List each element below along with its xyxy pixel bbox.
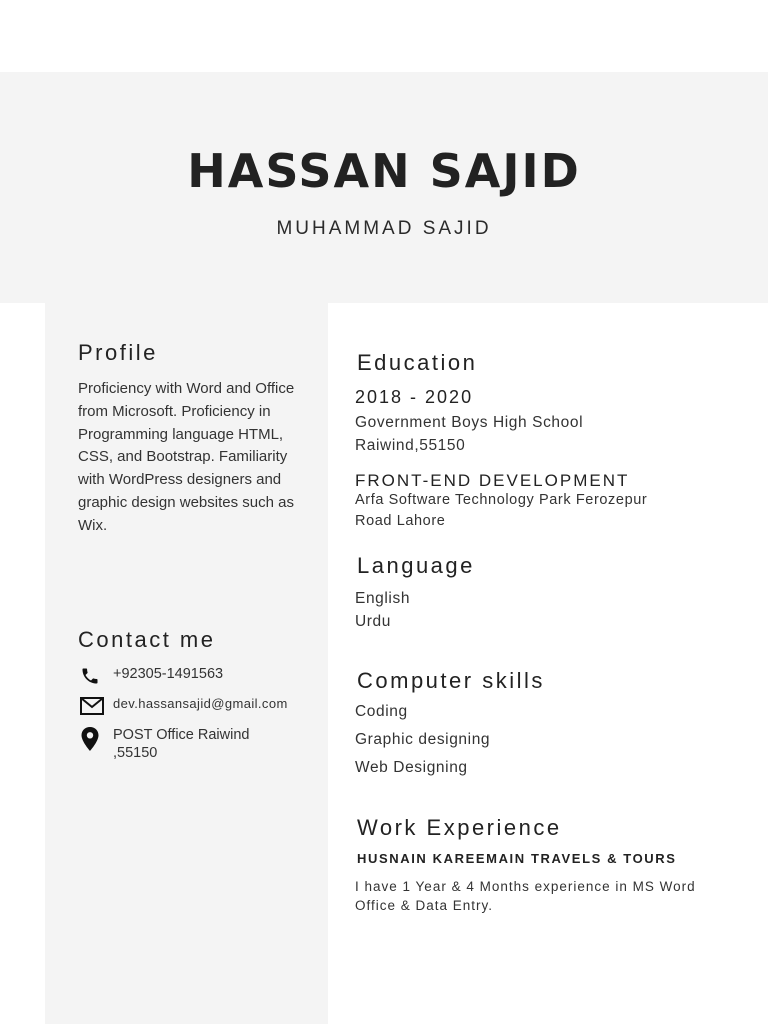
phone-icon [80, 665, 106, 687]
contact-title: Contact me [78, 627, 216, 652]
envelope-icon [80, 695, 106, 717]
course-title: FRONT-END DEVELOPMENT [355, 471, 630, 490]
profile-title: Profile [78, 340, 158, 365]
course-place-line-1: Arfa Software Technology Park Ferozepur [355, 492, 648, 508]
skills-title: Computer skills [357, 668, 545, 693]
contact-email-row [80, 695, 288, 717]
contact-address-row [80, 726, 249, 762]
contact-address [113, 726, 249, 762]
skill-item: Graphic designing [355, 731, 491, 748]
work-description: I have 1 Year & 4 Months experience in MS Word Office & Data Entry. [355, 879, 696, 913]
work-title: Work Experience [357, 815, 562, 840]
skill-item: Coding [355, 703, 408, 720]
language-item: English [355, 590, 411, 607]
education-years: 2018 - 2020 [355, 387, 474, 407]
school-line-2: Raiwind,55150 [355, 437, 466, 454]
contact-phone: +92305-1491563 [113, 666, 224, 682]
education-title: Education [357, 350, 478, 375]
skill-item: Web Designing [355, 759, 468, 776]
subtitle-name: MUHAMMAD SAJID [276, 218, 492, 239]
school-line-1: Government Boys High School [355, 414, 584, 431]
contact-email: dev.hassansajid@gmail.com [113, 696, 288, 711]
contact-phone-row [80, 665, 223, 687]
work-company: HUSNAIN KAREEMAIN TRAVELS & TOURS [357, 851, 677, 866]
map-pin-icon [80, 726, 106, 752]
language-title: Language [357, 553, 475, 578]
address-line-2: ,55150 [113, 745, 158, 761]
language-item: Urdu [355, 613, 391, 630]
address-line-1: POST Office Raiwind [113, 727, 250, 743]
course-place-line-2: Road Lahore [355, 513, 446, 529]
profile-text: Proficiency with Word and Office from Microsoft. Proficiency in Programming language HTML, CSS, and Bootstrap. Familiarity with WordPress designers and graphic design websites such as Wix. [78, 380, 295, 534]
full-name: HASSAN SAJID [187, 144, 581, 198]
